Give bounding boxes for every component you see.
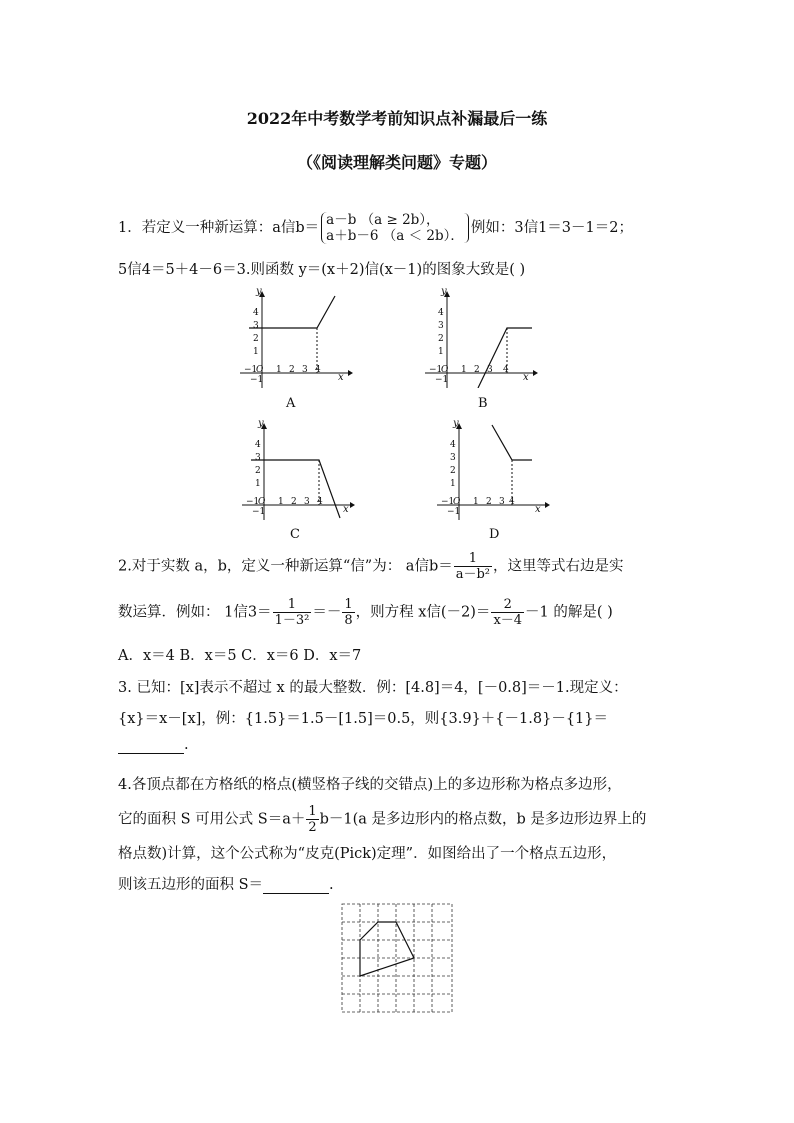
graph-b-origin: O: [441, 365, 449, 375]
q4-answer-blank[interactable]: [263, 877, 329, 894]
graph-a-tick-neg1-x: −1: [244, 365, 258, 375]
graph-d-tick-3: 3: [450, 453, 456, 463]
graph-b-tick-x3: 3: [487, 365, 493, 375]
q4-line4-text: 则该五边形的面积 S＝: [118, 877, 264, 893]
q2-prefix: 2.对于实数 a，b，定义一种新运算“信”为： a信b＝: [118, 558, 453, 575]
graph-a-x-label: x: [338, 372, 344, 383]
pick-grid-svg: [340, 902, 454, 1014]
q1-case2: a＋b－6 （a ＜ 2b）．: [326, 228, 464, 244]
graph-b-tick-2: 2: [438, 334, 444, 344]
q2-frac1: [454, 551, 492, 582]
graph-a-tick-3: 3: [253, 321, 259, 331]
q1-line2: 5信4＝5＋4－6＝3.则函数 y＝(x＋2)信(x－1)的图象大致是( ): [118, 262, 526, 278]
graph-a-label: A: [286, 396, 296, 411]
q2-frac2-den: 1－3²: [274, 613, 310, 628]
graph-a-origin: O: [256, 365, 264, 375]
q1-piecewise: [321, 212, 464, 244]
graph-d-tick-neg1-x: −1: [441, 497, 455, 507]
graph-a-tick-1: 1: [253, 347, 259, 357]
graph-d-tick-neg1-y: −1: [447, 507, 461, 517]
graph-d-tick-x2: 2: [486, 497, 492, 507]
q2-line2: [118, 597, 613, 628]
graph-d-tick-4: 4: [450, 440, 456, 450]
graph-ticks-d: [432, 420, 552, 520]
graph-d-tick-x3: 3: [499, 497, 505, 507]
q2-mid: ，这里等式右边是实: [493, 558, 624, 575]
pick-grid: [340, 902, 454, 1018]
q2-line2-b: ，则方程 x信(－2)＝: [355, 604, 491, 621]
q2-frac1-num: 1: [454, 551, 492, 567]
graph-ticks-a: [235, 288, 355, 388]
graph-a-tick-x3: 3: [302, 365, 308, 375]
q3-line2: {x}＝x－[x]，例：{1.5}＝1.5－[1.5]＝0.5，则{3.9}＋{－1.8}－{1}＝: [118, 711, 608, 727]
q1-case1: a－b （a ≥ 2b），: [326, 212, 440, 228]
q4-line2-a: 它的面积 S 可用公式 S＝a＋: [118, 811, 306, 828]
q1-brace-close: [464, 213, 469, 243]
graph-b-x-label: x: [523, 372, 529, 383]
q2-frac3-num: 1: [344, 597, 353, 612]
pick-pentagon: [360, 922, 414, 976]
graph-b-tick-x1: 1: [461, 365, 467, 375]
graph-a-tick-x4: 4: [315, 365, 321, 375]
graph-b-tick-1: 1: [438, 347, 444, 357]
graph-b-tick-4: 4: [438, 308, 444, 318]
graph-d-tick-2: 2: [450, 466, 456, 476]
graph-c-y-label: y: [258, 418, 264, 429]
graph-a-tick-4: 4: [253, 308, 259, 318]
graph-a-tick-2: 2: [253, 334, 259, 344]
graph-c-tick-4: 4: [255, 440, 261, 450]
graph-c-tick-3: 3: [255, 453, 261, 463]
q2-frac4-num: 2: [491, 597, 524, 613]
q1-line1: [118, 212, 633, 244]
q4-line2: [118, 804, 646, 835]
q4-line4: [118, 873, 334, 894]
graph-d-tick-1: 1: [450, 479, 456, 489]
graph-c-x-label: x: [343, 504, 349, 515]
graph-c-tick-x4: 4: [317, 497, 323, 507]
graph-c-tick-x3: 3: [304, 497, 310, 507]
graph-b-tick-neg1-y: −1: [435, 375, 449, 385]
graph-d-label: D: [489, 527, 500, 542]
q4-line1: 4.各顶点都在方格纸的格点(横竖格子线的交错点)上的多边形称为格点多边形，: [118, 777, 622, 793]
graph-b-y-label: y: [441, 286, 447, 297]
q4-line3: 格点数)计算，这个公式称为“皮克(Pick)定理”．如图给出了一个格点五边形，: [118, 846, 617, 862]
q3-line3: [118, 737, 189, 754]
graph-c-tick-neg1-y: −1: [252, 507, 266, 517]
graph-b-tick-x4: 4: [503, 365, 509, 375]
graph-d-tick-x1: 1: [473, 497, 479, 507]
q4-half-den: 2: [308, 820, 317, 835]
q2-frac2-num: 1: [273, 597, 312, 613]
graph-d-origin: O: [453, 497, 461, 507]
q4-half-num: 1: [308, 804, 317, 819]
q2-frac1-den: a－b²: [455, 567, 491, 582]
graph-d-y-label: y: [453, 418, 459, 429]
graph-a-tick-neg1-y: −1: [250, 375, 264, 385]
graph-c-tick-2: 2: [255, 466, 261, 476]
graph-c-tick-1: 1: [255, 479, 261, 489]
graph-ticks-b: [420, 288, 540, 388]
graph-a-tick-x1: 1: [276, 365, 282, 375]
graph-c-origin: O: [258, 497, 266, 507]
graph-b-label: B: [478, 396, 488, 411]
graph-c-tick-x1: 1: [278, 497, 284, 507]
q1-suffix: 例如：3信1＝3－1＝2；: [470, 220, 633, 236]
graph-c-tick-x2: 2: [291, 497, 297, 507]
q2-frac3: [342, 597, 354, 628]
graph-b-tick-3: 3: [438, 321, 444, 331]
graph-c-label: C: [290, 527, 300, 542]
q2-eq: ＝－: [312, 604, 342, 621]
graph-b-tick-x2: 2: [474, 365, 480, 375]
q1-prefix: 1．若定义一种新运算：a信b＝: [118, 220, 320, 236]
graph-a-tick-x2: 2: [289, 365, 295, 375]
q2-line2-c: －1 的解是( ): [525, 604, 613, 621]
q4-line4-end: .: [329, 877, 334, 893]
q3-line3-end: .: [184, 737, 189, 753]
graph-ticks-c: [237, 420, 357, 520]
graph-a-y-label: y: [256, 286, 262, 297]
q3-line1: 3. 已知：[x]表示不超过 x 的最大整数．例：[4.8]＝4，[－0.8]＝－1.现定义：: [118, 680, 628, 696]
q4-line2-b: b－1(a 是多边形内的格点数，b 是多边形边界上的: [319, 811, 647, 828]
page-title: 2022年中考数学考前知识点补漏最后一练: [246, 109, 548, 128]
q4-half-frac: [306, 804, 318, 835]
q2-frac2: [273, 597, 312, 628]
q2-options: A．x＝4 B．x＝5 C．x＝6 D．x＝7: [118, 648, 362, 664]
graph-d-x-label: x: [535, 504, 541, 515]
graph-c-tick-neg1-x: −1: [246, 497, 260, 507]
q3-answer-blank[interactable]: [118, 737, 184, 754]
graph-d-tick-x4: 4: [509, 497, 515, 507]
q2-frac3-den: 8: [344, 613, 353, 628]
q2-line2-a: 数运算．例如： 1信3＝: [118, 604, 272, 621]
page-subtitle: （《阅读理解类问题》专题）: [296, 153, 497, 172]
q2-frac4-den: x－4: [493, 613, 523, 628]
q2-frac4: [491, 597, 524, 628]
graph-b-tick-neg1-x: −1: [429, 365, 443, 375]
q2-line1: [118, 551, 624, 582]
